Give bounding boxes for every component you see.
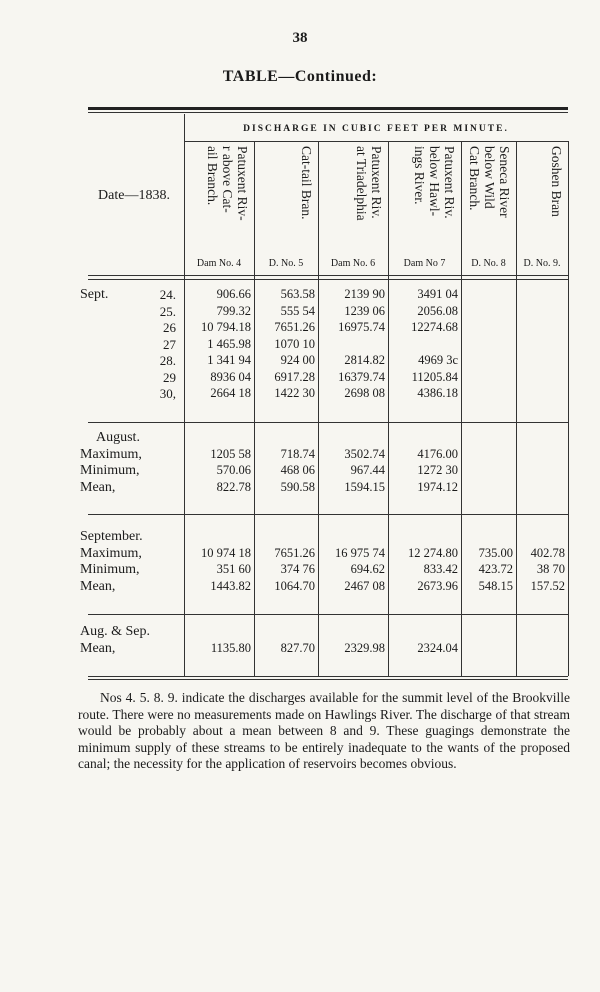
summary-row-label: Maximum, [80,545,142,561]
dam-label-4: Dam No 7 [403,258,446,269]
daily-row-6-col-4: 11205.84 [411,369,458,384]
summary-2-row-1-col-5: 735.00 [478,545,513,560]
daily-row-7-col-4: 4386.18 [417,386,458,400]
summary-2-row-1-col-6: 402.78 [530,545,565,560]
column-header-2: Cat-tail Bran. [299,146,314,220]
column-rule [516,141,517,676]
summary-2-row-2-col-4: 833.42 [423,562,458,576]
day-label: 29 [163,369,176,385]
column-header-1: Patuxent Riv- r above Cat- ail Branch. [205,146,250,221]
summary-2-row-3-col-1: 1443.82 [210,578,251,593]
day-label: 25. [159,303,176,319]
summary-3-row-1-col-1: 1135.80 [210,640,251,655]
summary-1-row-3-col-4: 1974.12 [417,479,458,494]
page-heading: TABLE—Continued: [222,68,378,85]
summary-3-row-1-col-2: 827.70 [280,640,315,655]
daily-row-1-col-4: 3491 04 [417,287,458,301]
dam-label-2: D. No. 5 [268,258,304,269]
summary-heading: Aug. & Sep. [80,624,150,639]
column-header-5: Seneca River below Wild Cat Branch. [467,146,512,218]
section-rule-2 [88,514,568,515]
column-rule [568,141,569,676]
summary-1-row-3-col-2: 590.58 [280,479,315,494]
summary-1-row-1-col-3: 3502.74 [344,446,385,461]
daily-row-2-col-3: 1239 06 [344,303,385,318]
daily-row-5-col-4: 4969 3c [418,353,458,367]
summary-2-row-2-col-2: 374 76 [280,562,315,576]
summary-2-row-2-col-6: 38 70 [536,562,565,576]
daily-row-4-col-2: 1070 10 [274,336,315,351]
daily-row-7-col-2: 1422 30 [274,386,315,400]
column-rule [318,141,319,676]
table-bottom-rule-2 [88,679,568,680]
summary-heading: September. [80,529,143,544]
column-header-6: Goshen Bran [549,146,564,217]
daily-row-1-col-1: 906.66 [216,287,251,301]
daily-row-3-col-4: 12274.68 [411,320,458,334]
summary-3-row-1-col-4: 2324.04 [417,640,458,655]
summary-1-row-3-col-3: 1594.15 [344,479,385,494]
dam-label-1: Dam No. 4 [196,258,242,269]
summary-1-row-1-col-2: 718.74 [280,446,315,461]
summary-row-label: Minimum, [80,463,140,478]
table-bottom-rule [88,676,568,677]
summary-2-row-3-col-6: 157.52 [530,578,565,593]
daily-row-5-col-1: 1 341 94 [207,353,251,367]
daily-row-2-col-2: 555 54 [280,303,315,318]
table-top-rule [88,107,568,110]
summary-2-row-1-col-1: 10 974 18 [201,545,251,560]
column-header-4: Patuxent Riv. below Hawl- ings River. [412,146,457,219]
day-label: 27 [163,336,176,352]
group-header: DISCHARGE IN CUBIC FEET PER MINUTE. [243,124,509,134]
header-rule-2 [88,279,568,280]
day-label: 26 [163,320,176,335]
summary-1-row-3-col-1: 822.78 [216,479,251,494]
month-label: Sept. [80,287,109,302]
column-rule [254,141,255,676]
daily-row-3-col-3: 16975.74 [338,320,385,334]
daily-row-3-col-1: 10 794.18 [201,320,251,334]
summary-2-row-3-col-3: 2467 08 [344,578,385,593]
section-rule-1 [88,422,568,423]
summary-2-row-1-col-4: 12 274.80 [408,545,458,560]
summary-2-row-1-col-2: 7651.26 [274,545,315,560]
column-rule [388,141,389,676]
summary-row-label: Mean, [80,578,116,594]
daily-row-1-col-3: 2139 90 [344,287,385,301]
summary-1-row-1-col-1: 1205 58 [210,446,251,461]
summary-2-row-2-col-3: 694.62 [350,562,385,576]
date-column-header: Date—1838. [98,188,170,203]
section-rule-3 [88,614,568,615]
footnote: Nos 4. 5. 8. 9. indicate the discharges available for the summit level of the Brookville route. There were no measurements made on Hawlings River. The discharge of that stream would be probably about a mean between 8 and 9. These guagings demonstrate the minimum supply of these streams to be entirely inadequate to the wants of the proposed canal; the necessity for the application of reservoirs becomes obvious. [78,690,570,771]
summary-1-row-2-col-2: 468 06 [280,463,315,477]
summary-row-label: Mean, [80,640,116,656]
daily-row-6-col-1: 8936 04 [210,369,251,384]
summary-2-row-2-col-1: 351 60 [216,562,251,576]
dam-label-3: Dam No. 6 [330,258,376,269]
summary-1-row-2-col-4: 1272 30 [417,463,458,477]
daily-row-2-col-1: 799.32 [216,303,251,318]
summary-heading: August. [96,430,140,445]
dam-label-5: D. No. 8 [471,258,506,269]
daily-row-4-col-1: 1 465.98 [207,336,251,351]
table-top-rule-thin [88,112,568,113]
daily-row-6-col-3: 16379.74 [338,369,385,384]
summary-2-row-3-col-4: 2673.96 [417,578,458,593]
daily-row-5-col-3: 2814.82 [344,353,385,367]
day-label: 28. [159,353,176,368]
summary-1-row-2-col-1: 570.06 [216,463,251,477]
summary-2-row-3-col-2: 1064.70 [274,578,315,593]
column-rule [461,141,462,676]
summary-2-row-1-col-3: 16 975 74 [335,545,385,560]
group-header-rule [184,141,568,142]
day-label: 30, [159,386,176,401]
daily-row-5-col-2: 924 00 [280,353,315,367]
summary-2-row-2-col-5: 423.72 [478,562,513,576]
summary-row-label: Maximum, [80,446,142,462]
day-label: 24. [159,287,176,302]
summary-1-row-1-col-4: 4176.00 [417,446,458,461]
page-number: 38 [292,30,308,46]
summary-row-label: Mean, [80,479,116,495]
daily-row-7-col-1: 2664 18 [210,386,251,400]
daily-row-6-col-2: 6917.28 [274,369,315,384]
column-header-3: Patuxent Riv. at Triadelphia [354,146,384,221]
summary-1-row-2-col-3: 967.44 [350,463,385,477]
daily-row-1-col-2: 563.58 [280,287,315,301]
daily-row-7-col-3: 2698 08 [344,386,385,400]
dam-label-6: D. No. 9. [523,258,561,269]
daily-row-2-col-4: 2056.08 [417,303,458,318]
daily-row-3-col-2: 7651.26 [274,320,315,334]
summary-2-row-3-col-5: 548.15 [478,578,513,593]
summary-3-row-1-col-3: 2329.98 [344,640,385,655]
summary-row-label: Minimum, [80,562,140,577]
header-rule [88,275,568,276]
